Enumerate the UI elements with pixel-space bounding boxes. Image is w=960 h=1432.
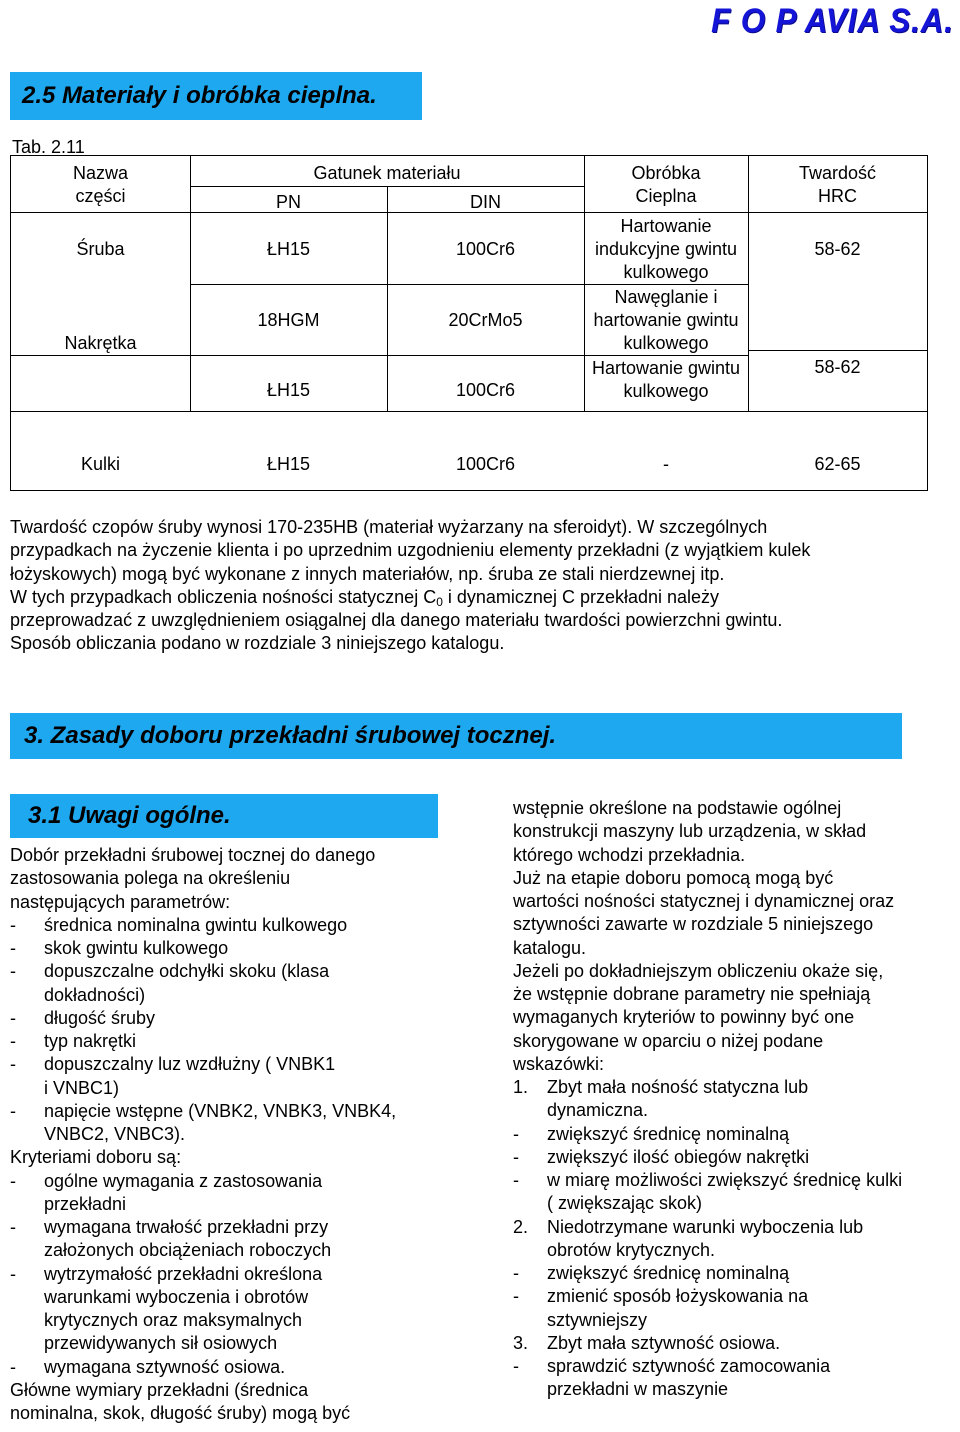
- parameter-list-item: i VNBC1): [44, 1077, 120, 1098]
- right-column-line: że wstępnie dobrane parametry nie spełniają: [513, 984, 871, 1004]
- header-hardness: Twardość HRC: [798, 163, 877, 206]
- section-heading-general-notes: 3.1 Uwagi ogólne.: [10, 794, 438, 838]
- header-din: DIN: [470, 192, 501, 212]
- right-column-line: sztywniejszy: [547, 1309, 648, 1330]
- criteria-list-item: przekładni: [44, 1193, 127, 1214]
- right-column-line: - zwiększyć średnicę nominalną: [513, 1263, 790, 1283]
- header-part-name: Nazwa części: [72, 163, 129, 206]
- parameter-list-item: - skok gwintu kulkowego: [10, 938, 229, 958]
- criteria-list-item: - wytrzymałość przekładni określona: [10, 1263, 323, 1284]
- parameter-list-item: - długość śruby: [10, 1007, 156, 1028]
- table-cell-pn: ŁH15: [266, 380, 311, 400]
- right-column-line: konstrukcji maszyny lub urządzenia, w skład: [513, 821, 867, 842]
- right-column-line: Jeżeli po dokładniejszym obliczeniu okaże się,: [513, 960, 884, 981]
- table-cell-din: 100Cr6: [455, 239, 516, 259]
- right-column-line: - zwiększyć średnicę nominalną: [513, 1123, 790, 1144]
- right-column-line: sztywności zawarte w rozdziale 5 niniejszego: [513, 914, 874, 935]
- right-column-line: wymaganych kryteriów to powinny być one: [513, 1007, 855, 1028]
- criteria-title: Kryteriami doboru są:: [10, 1147, 182, 1168]
- right-column-line: - w miarę możliwości zwiększyć średnicę kulki: [513, 1170, 903, 1190]
- table-cell-din: 100Cr6: [455, 380, 516, 400]
- right-column-line: dynamiczna.: [547, 1100, 649, 1121]
- hardness-paragraph: Twardość czopów śruby wynosi 170-235HB (materiał wyżarzany na sferoidyt). W szczególnych przypadkach na życzenie klienta i po uprzednim uzgodnieniu elementy przekładni (z wyjątkiem kulek łożyskowych) mogą być wykonane z innych materiałów, np. śruba ze stali nierdzewnej itp. W tych przypadkach obliczenia nośności statycznej $C_0$ i dynamicznej C przekładni należy przeprowadzać z uwzględnieniem osiągalnej dla danego materiału twardości powierzchni gwintu. Sposób obliczania podano w rozdziale 3 niniejszego katalogu.: [10, 517, 811, 654]
- parameter-list-item: - średnica nominalna gwintu kulkowego: [10, 914, 348, 935]
- company-logo: F O P AVIA S.A.: [711, 2, 954, 40]
- table-cell-hardness: 58-62: [814, 357, 861, 377]
- criteria-list-item: - wymagana trwałość przekładni przy: [10, 1217, 329, 1237]
- criteria-list-item: krytycznych oraz maksymalnych: [44, 1310, 303, 1330]
- parameter-list-item: - dopuszczalny luz wzdłużny ( VNBK1: [10, 1054, 336, 1075]
- parameter-list-item: VNBC2, VNBC3).: [44, 1124, 186, 1144]
- table-cell-heat: Hartowanie indukcyjne gwintu kulkowego: [594, 216, 738, 282]
- parameter-list-item: dokładności): [44, 984, 146, 1005]
- right-column-line: skorygowane w oparciu o niżej podane: [513, 1030, 824, 1051]
- table-cell-pn: ŁH15: [266, 454, 311, 474]
- right-column-line: - zwiększyć ilość obiegów nakrętki: [513, 1146, 810, 1167]
- right-column-line: wstępnie określone na podstawie ogólnej: [513, 798, 842, 818]
- criteria-list-item: założonych obciążeniach roboczych: [44, 1240, 332, 1261]
- table-cell-part: Kulki: [80, 454, 120, 474]
- header-heat-treatment: Obróbka Cieplna: [631, 163, 701, 206]
- table-cell-heat: -: [663, 454, 669, 474]
- parameter-list-item: - typ nakrętki: [10, 1031, 137, 1051]
- table-cell-heat: Nawęglanie i hartowanie gwintu kulkowego: [593, 287, 739, 353]
- table-cell-heat: Hartowanie gwintu kulkowego: [591, 358, 741, 401]
- materials-table: [10, 155, 928, 491]
- parameter-list-item: - napięcie wstępne (VNBK2, VNBK3, VNBK4,: [10, 1100, 397, 1121]
- section-heading-materials: 2.5 Materiały i obróbka cieplna.: [10, 72, 422, 120]
- header-pn: PN: [275, 192, 301, 212]
- right-column-line: wartości nośności statycznej i dynamicznej oraz: [513, 891, 895, 911]
- table-cell-part: Śruba: [76, 239, 125, 259]
- table-cell-pn: ŁH15: [266, 239, 311, 259]
- right-column-text: [513, 797, 958, 1402]
- right-column-line: wskazówki:: [513, 1053, 605, 1074]
- right-column-line: 1. Zbyt mała nośność statyczna lub: [513, 1077, 809, 1097]
- criteria-list-item: przewidywanych sił osiowych: [44, 1333, 278, 1354]
- section-heading-selection-rules: 3. Zasady doboru przekładni śrubowej tocznej.: [10, 713, 902, 759]
- header-material-grade: Gatunek materiału: [313, 163, 461, 183]
- table-cell-hardness: 58-62: [814, 239, 861, 259]
- criteria-list-item: - wymagana sztywność osiowa.: [10, 1356, 286, 1377]
- right-column-line: katalogu.: [513, 937, 587, 958]
- right-column-line: - sprawdzić sztywność zamocowania: [513, 1356, 831, 1376]
- table-cell-pn: 18HGM: [257, 310, 320, 330]
- right-column-line: przekładni w maszynie: [547, 1379, 729, 1400]
- right-column-line: ( zwiększając skok): [547, 1193, 703, 1214]
- right-column-line: obrotów krytycznych.: [547, 1239, 716, 1260]
- right-column-line: Już na etapie doboru pomocą mogą być: [513, 867, 834, 888]
- criteria-list-item: - ogólne wymagania z zastosowania: [10, 1170, 323, 1191]
- table-cell-hardness: 62-65: [814, 454, 861, 474]
- criteria-list-item: warunkami wyboczenia i obrotów: [44, 1286, 309, 1307]
- parameter-list-item: - dopuszczalne odchyłki skoku (klasa: [10, 961, 330, 982]
- right-column-line: 2. Niedotrzymane warunki wyboczenia lub: [513, 1216, 864, 1237]
- table-cell-part: Nakrętka: [64, 333, 137, 353]
- right-column-line: którego wchodzi przekładnia.: [513, 844, 746, 865]
- right-column-line: - zmienić sposób łożyskowania na: [513, 1286, 809, 1307]
- right-column-line: 3. Zbyt mała sztywność osiowa.: [513, 1332, 781, 1353]
- left-column-text: Dobór przekładni śrubowej tocznej do danego zastosowania polega na określeniu następujących parametrów: - średnica nominalna gwintu kulkowego - skok gwintu kulkowego - dopuszczalne odchyłki skoku (klasa dokładności) - długość śruby - typ nakrętki - dopuszczalny luz wzdłużny ( VNBK1 i VNBC1) - napięcie wstępne (VNBK2, VNBK3, VNBK4, VNBC2, VNBC3). Kryteriami doboru są: - ogólne wymagania z zastosowania przekładni - wymagana trwałość przekładni przy założonych obciążeniach roboczych - wytrzymałość przekładni określona warunkami wyboczenia i obrotów krytycznych oraz maksymalnych przewidywanych sił osiowych - wymagana sztywność osiowa. Główne wymiary przekładni (średnica nominalna, skok, długość śruby) mogą być: [10, 844, 470, 1425]
- table-cell-din: 20CrMo5: [448, 310, 523, 330]
- table-caption: Tab. 2.11: [12, 137, 85, 157]
- table-cell-din: 100Cr6: [455, 454, 516, 474]
